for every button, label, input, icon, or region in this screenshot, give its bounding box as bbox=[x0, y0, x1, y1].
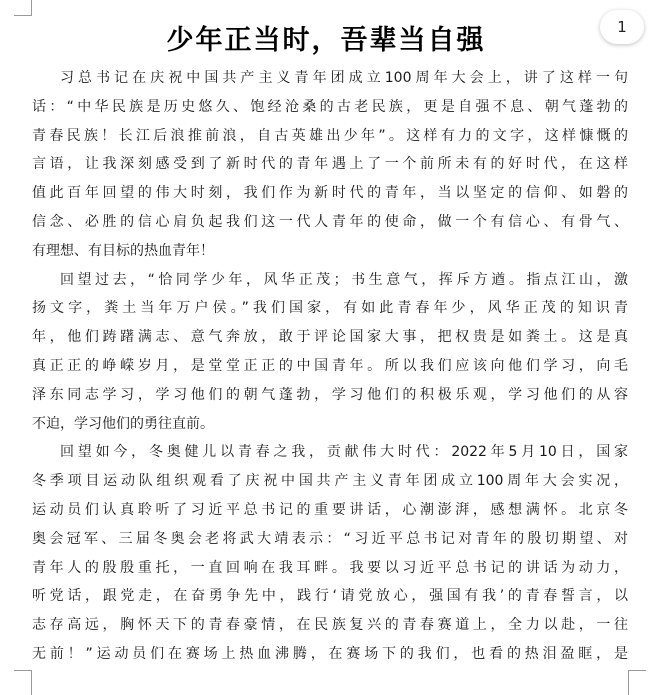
text-line: 青年人的殷殷重托，一直回响在我耳畔。我要以习近平总书记的讲话为动力， bbox=[32, 559, 628, 576]
text-line: 听党话，跟党走，在奋勇争先中，践行‘请党放心，强国有我’的青春誓言，以 bbox=[32, 588, 628, 605]
text-line: 真正正的峥嵘岁月，是堂堂正正的中国青年。所以我们应该向他们学习，向毛 bbox=[32, 357, 628, 374]
text-line: 志存高远，胸怀天下的青春豪情，在民族复兴的青春赛道上，全力以赴，一往 bbox=[32, 617, 628, 634]
text-line: 不迫，学习他们的勇往直前。 bbox=[32, 415, 214, 432]
crop-mark-top-left-vertical bbox=[31, 0, 32, 16]
text-line: 有理想、有目标的热血青年！ bbox=[32, 242, 214, 259]
text-line: 扬文字，粪土当年万户侯。”我们国家，有如此青春年少，风华正茂的知识青 bbox=[32, 300, 628, 317]
crop-mark-top-left-horizontal bbox=[14, 15, 32, 16]
text-line: 泽东同志学习，学习他们的朝气蓬勃，学习他们的积极乐观，学习他们的从容 bbox=[32, 386, 628, 403]
text-line: 运动员们认真聆听了习近平总书记的重要讲话，心潮澎湃，感想满怀。北京冬 bbox=[32, 501, 628, 518]
page-number-badge: 1 bbox=[600, 10, 644, 44]
text-line: 言语，让我深刻感受到了新时代的青年遇上了一个前所未有的好时代，在这样 bbox=[32, 156, 628, 173]
text-line: 回望过去，“恰同学少年，风华正茂；书生意气，挥斥方遒。指点江山，激 bbox=[60, 271, 628, 288]
text-line: 奥会冠军、三届冬奥会老将武大靖表示：“习近平总书记对青年的殷切期望、对 bbox=[32, 530, 628, 547]
document-body bbox=[32, 64, 628, 669]
text-line: 无前！”运动员们在赛场上热血沸腾，在赛场下的我们，也看的热泪盈眶，是 bbox=[32, 645, 628, 662]
text-line: 年，他们踌躇满志、意气奔放，敢于评论国家大事，把权贵是如粪土。这是真 bbox=[32, 329, 628, 346]
text-line: 冬季项目运动队组织观看了庆祝中国共产主义青年团成立100周年大会实况， bbox=[32, 473, 628, 490]
text-line: 回望如今，冬奥健儿以青春之我，贡献伟大时代：2022年5月10日，国家 bbox=[60, 444, 628, 461]
crop-mark-bottom-left-horizontal bbox=[14, 670, 32, 671]
crop-mark-bottom-right-vertical bbox=[628, 670, 629, 695]
text-line: 信念、必胜的信心肩负起我们这一代人青年的使命，做一个有信心、有骨气、 bbox=[32, 213, 628, 230]
document-title: 少年正当时，吾辈当自强 bbox=[166, 25, 486, 56]
text-line: 习总书记在庆祝中国共产主义青年团成立100周年大会上，讲了这样一句 bbox=[60, 70, 628, 86]
crop-mark-bottom-left-vertical bbox=[31, 670, 32, 695]
text-line: 值此百年回望的伟大时刻，我们作为新时代的青年，当以坚定的信仰、如磐的 bbox=[32, 185, 628, 202]
crop-mark-bottom-right-horizontal bbox=[628, 670, 646, 671]
text-line: 话：“中华民族是历史悠久、饱经沧桑的古老民族，更是自强不息、朝气蓬勃的 bbox=[32, 98, 628, 115]
text-line: 青春民族！长江后浪推前浪，自古英雄出少年”。这样有力的文字，这样慷慨的 bbox=[32, 127, 628, 144]
